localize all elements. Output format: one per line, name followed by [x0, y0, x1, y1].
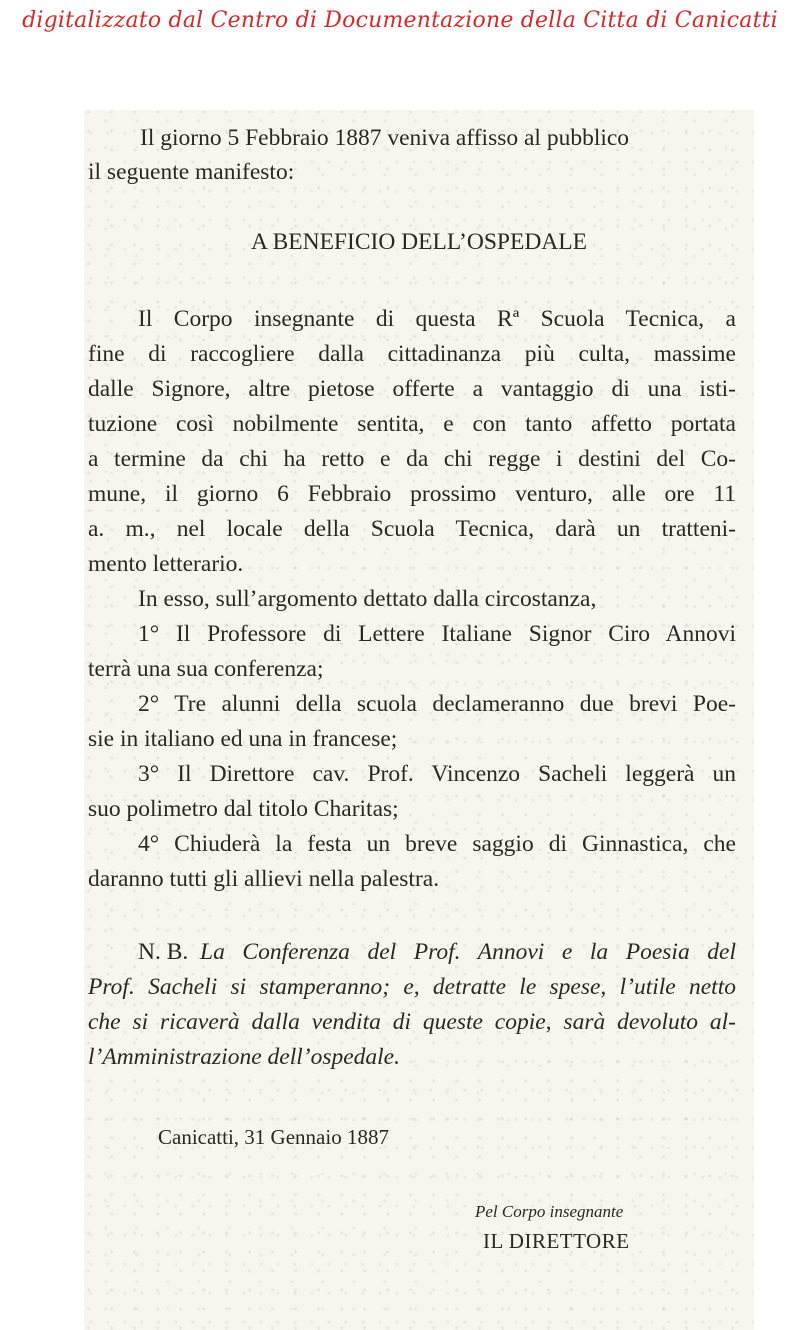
program-item-3-line-1: 3° Il Direttore cav. Prof. Vincenzo Sacheli leggerà un — [138, 761, 736, 787]
body-line-8: mento letterario. — [88, 551, 244, 577]
intro-line-2: il seguente manifesto: — [88, 159, 295, 185]
program-item-2-line-2: sie in italiano ed una in francese; — [88, 726, 398, 752]
body-line-6: mune, il giorno 6 Febbraio prossimo venturo, alle ore 11 — [88, 481, 736, 507]
body-line-1: Il Corpo insegnante di questa Rª Scuola Tecnica, a — [138, 306, 736, 332]
program-item-4-line-1: 4° Chiuderà la festa un breve saggio di Ginnastica, che — [138, 831, 736, 857]
body-line-3: dalle Signore, altre pietose offerte a vantaggio di una isti- — [88, 376, 736, 402]
body-line-7: a. m., nel locale della Scuola Tecnica, darà un tratteni- — [88, 516, 736, 542]
body-line-5: a termine da chi ha retto e da chi regge i destini del Co- — [88, 446, 736, 472]
body-line-2: fine di raccogliere dalla cittadinanza più culta, massime — [88, 341, 736, 367]
program-item-2-line-1: 2° Tre alunni della scuola declameranno due brevi Poe- — [138, 691, 736, 717]
signature-line-2: IL DIRETTORE — [483, 1229, 630, 1253]
body-line-4: tuzione così nobilmente sentita, e con tanto affetto portata — [88, 411, 736, 437]
program-item-1-line-1: 1° Il Professore di Lettere Italiane Signor Ciro Annovi — [138, 621, 736, 647]
nb-line-4: l’Amministrazione dell’ospedale. — [88, 1044, 400, 1070]
intro-line-1: Il giorno 5 Febbraio 1887 veniva affisso al pubblico — [140, 125, 630, 151]
nb-line-1: La Conferenza del Prof. Annovi e la Poesia del — [200, 939, 736, 965]
watermark-text: digitalizzato dal Centro di Documentazione della Citta di Canicatti — [22, 8, 778, 33]
heading: A BENEFICIO DELL’OSPEDALE — [251, 229, 587, 255]
signature-line-1: Pel Corpo insegnante — [475, 1202, 624, 1221]
nb-lead: N. B. — [138, 939, 189, 965]
program-intro: In esso, sull’argomento dettato dalla circostanza, — [138, 586, 597, 612]
date-line: Canicatti, 31 Gennaio 1887 — [158, 1125, 389, 1149]
program-item-1-line-2: terrà una sua conferenza; — [88, 656, 324, 682]
nb-line-2: Prof. Sacheli si stamperanno; e, detratte le spese, l’utile netto — [88, 974, 736, 1000]
nb-line-3: che si ricaverà dalla vendita di queste copie, sarà devoluto al- — [88, 1009, 736, 1035]
program-item-4-line-2: daranno tutti gli allievi nella palestra. — [88, 866, 440, 892]
program-item-3-line-2: suo polimetro dal titolo Charitas; — [88, 796, 399, 822]
